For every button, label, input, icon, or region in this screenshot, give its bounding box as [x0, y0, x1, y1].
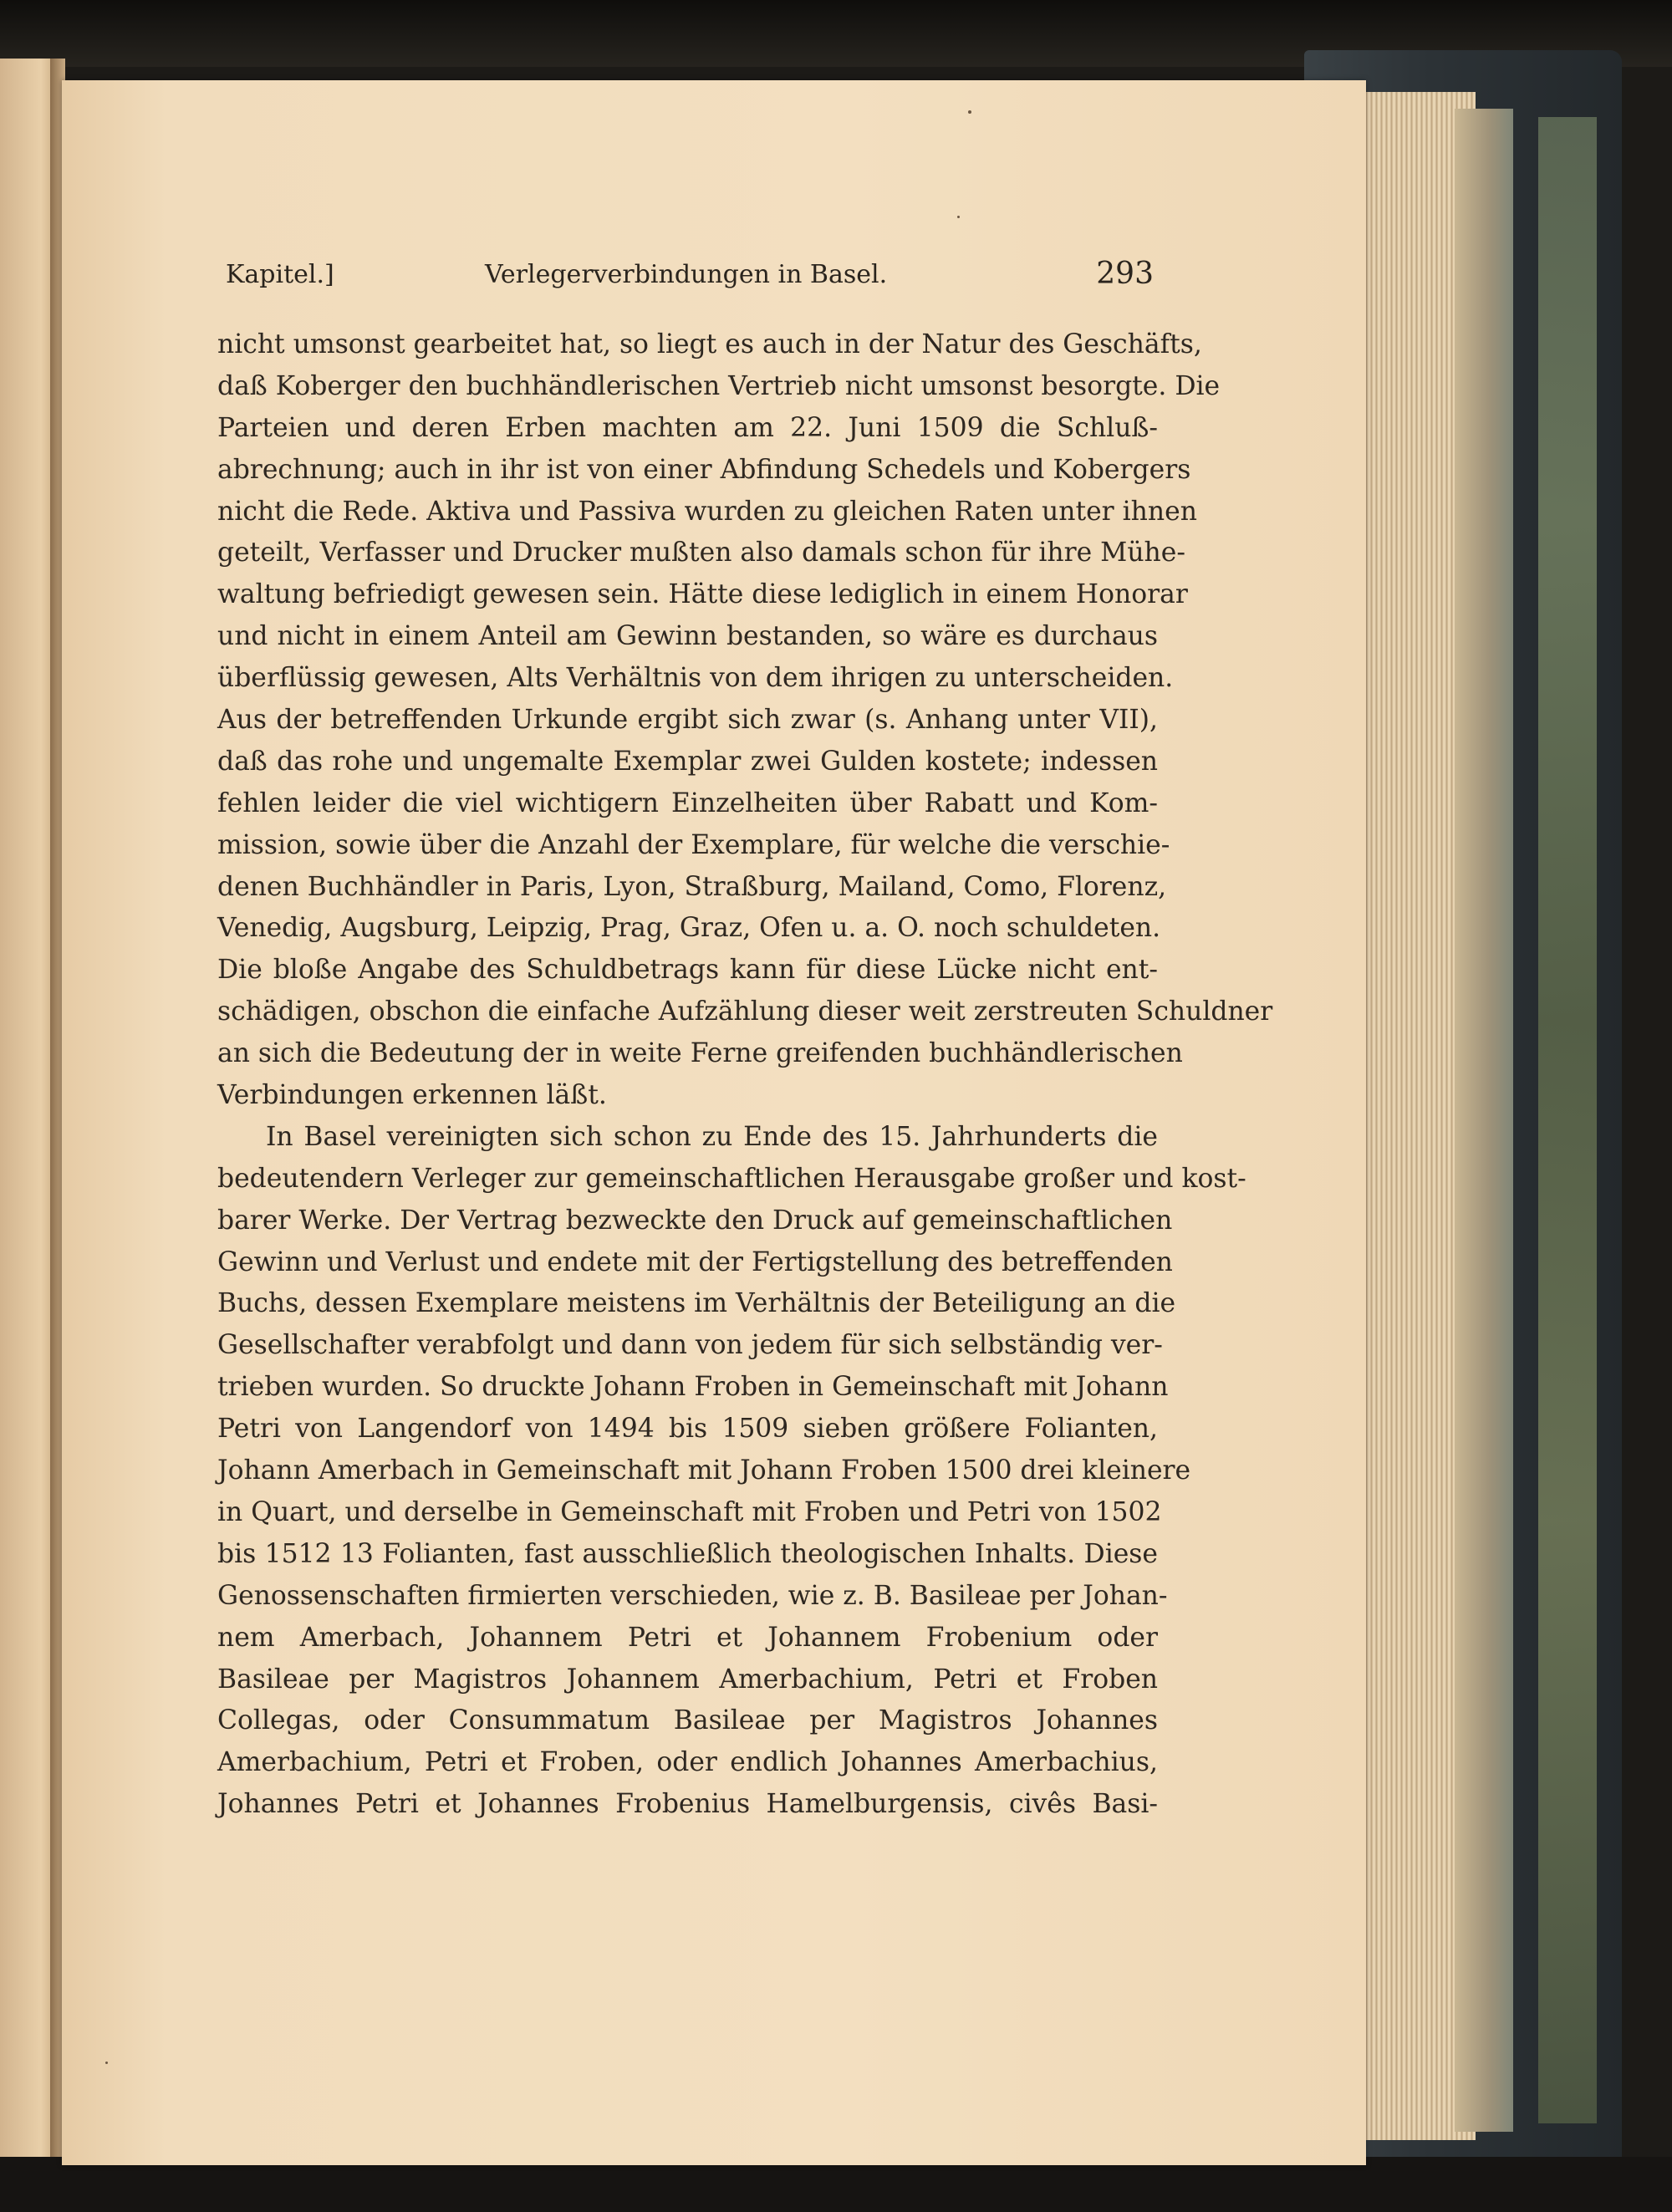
body-text	[217, 324, 1273, 1826]
text-line: daß das rohe und ungemalte Exemplar zwei Gulden kostete; indessen	[217, 746, 1158, 777]
text-line: In Basel vereinigten sich schon zu Ende des 15. Jahrhunderts die	[266, 1121, 1158, 1152]
text-line: daß Koberger den buchhändlerischen Vertrieb nicht umsonst besorgte. Die	[217, 370, 1221, 401]
text-line: Die bloße Angabe des Schuldbetrags kann für diese Lücke nicht ent-	[217, 955, 1158, 986]
text-line: bis 1512 13 Folianten, fast ausschließlich theologischen Inhalts. Diese	[217, 1538, 1158, 1569]
text-line: Johannes Petri et Johannes Frobenius Hamelburgensis, civês Basi-	[217, 1789, 1158, 1820]
text-line: in Quart, und derselbe in Gemeinschaft mit Froben und Petri von 1502	[217, 1496, 1162, 1527]
text-line: überflüssig gewesen, Alts Verhältnis von dem ihrigen zu unterscheiden.	[217, 663, 1174, 694]
page-stack-shade	[1455, 109, 1513, 2132]
text-line: Buchs, dessen Exemplare meistens im Verhältnis der Beteiligung an die	[217, 1288, 1176, 1319]
running-header	[226, 255, 1154, 305]
paper-speck	[105, 2062, 108, 2064]
paper-speck	[968, 110, 971, 114]
text-line: geteilt, Verfasser und Drucker mußten also damals schon für ihre Mühe-	[217, 538, 1185, 568]
text-line: an sich die Bedeutung der in weite Ferne greifenden buchhändlerischen	[217, 1038, 1183, 1069]
text-line: Johann Amerbach in Gemeinschaft mit Johann Froben 1500 drei kleinere	[217, 1455, 1191, 1486]
text-line: Gesellschafter verabfolgt und dann von jedem für sich selbständig ver-	[217, 1330, 1163, 1361]
text-line: Basileae per Magistros Johannem Amerbachium, Petri et Froben	[217, 1664, 1158, 1695]
text-line: nem Amerbach, Johannem Petri et Johannem Frobenium oder	[217, 1622, 1158, 1653]
text-line: Amerbachium, Petri et Froben, oder endlich Johannes Amerbachius,	[217, 1747, 1158, 1778]
text-line: mission, sowie über die Anzahl der Exemplare, für welche die verschie-	[217, 829, 1170, 860]
text-line: nicht die Rede. Aktiva und Passiva wurden zu gleichen Raten unter ihnen	[217, 496, 1197, 527]
text-line: bedeutendern Verleger zur gemeinschaftlichen Herausgabe großer und kost-	[217, 1163, 1246, 1194]
text-line: schädigen, obschon die einfache Aufzählung dieser weit zerstreuten Schuldner	[217, 996, 1273, 1027]
text-line: Genossenschaften firmierten verschieden, wie z. B. Basileae per Johan-	[217, 1580, 1168, 1611]
header-title: Verlegerverbindungen in Basel.	[485, 260, 888, 289]
text-line: Parteien und deren Erben machten am 22. Juni 1509 die Schluß-	[217, 412, 1158, 443]
text-line: Gewinn und Verlust und endete mit der Fertigstellung des betreffenden	[217, 1246, 1173, 1277]
page-number: 293	[1096, 257, 1154, 291]
text-line: denen Buchhändler in Paris, Lyon, Straßburg, Mailand, Como, Florenz,	[217, 871, 1167, 902]
text-line: und nicht in einem Anteil am Gewinn bestanden, so wäre es durchaus	[217, 621, 1158, 652]
text-line: trieben wurden. So druckte Johann Froben in Gemeinschaft mit Johann	[217, 1372, 1169, 1403]
paper-speck	[957, 216, 960, 218]
text-line: Petri von Langendorf von 1494 bis 1509 sieben größere Folianten,	[217, 1414, 1158, 1445]
text-line: waltung befriedigt gewesen sein. Hätte diese lediglich in einem Honorar	[217, 579, 1188, 610]
cover-cloth-edge	[1538, 117, 1597, 2123]
text-line: Aus der betreffenden Urkunde ergibt sich zwar (s. Anhang unter VII),	[217, 705, 1158, 736]
text-line: barer Werke. Der Vertrag bezweckte den Druck auf gemeinschaftlichen	[217, 1205, 1173, 1236]
text-line: nicht umsonst gearbeitet hat, so liegt es auch in der Natur des Geschäfts,	[217, 329, 1202, 359]
text-line: fehlen leider die viel wichtigern Einzelheiten über Rabatt und Kom-	[217, 787, 1158, 818]
text-line: Verbindungen erkennen läßt.	[217, 1080, 607, 1111]
text-line: Collegas, oder Consummatum Basileae per Magistros Johannes	[217, 1705, 1158, 1736]
header-chapter: Kapitel.]	[226, 260, 334, 289]
text-line: Venedig, Augsburg, Leipzig, Prag, Graz, Ofen u. a. O. noch schuldeten.	[217, 913, 1161, 944]
text-line: abrechnung; auch in ihr ist von einer Abfindung Schedels und Kobergers	[217, 454, 1191, 485]
